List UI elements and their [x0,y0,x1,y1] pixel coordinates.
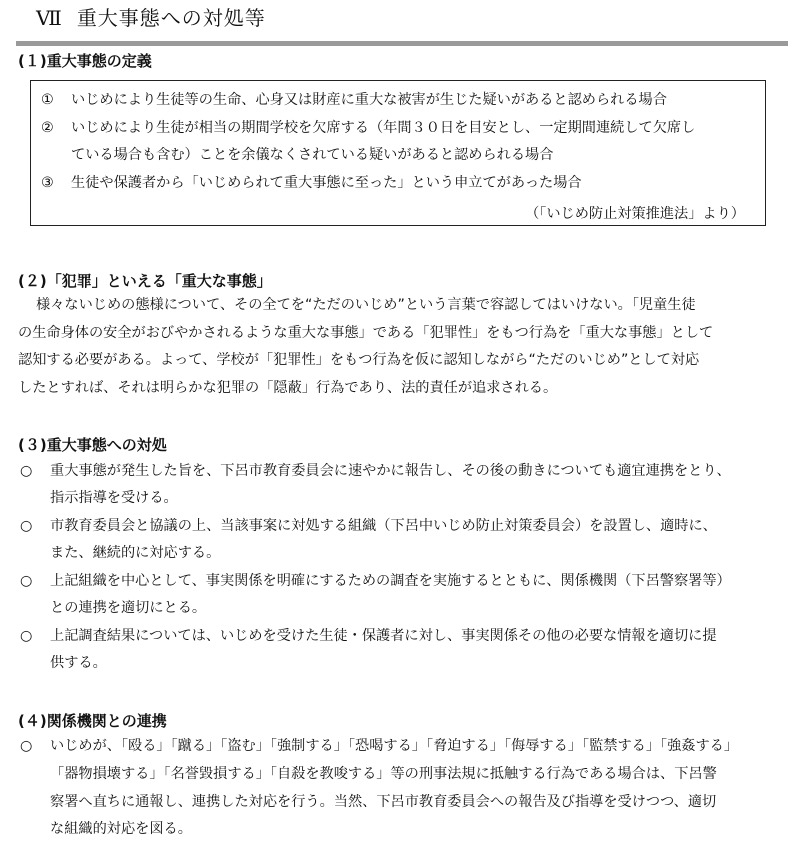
list-item [20,574,731,588]
list-item [20,464,731,478]
definition-item-2-cont: ている場合も含む）ことを余儀なくされている疑いがあると認められる場合 [71,147,554,163]
item-text: 生徒や保護者から「いじめられて重大事態に至った」という申立てがあった場合 [71,175,582,191]
section-title-definition: (１)重大事態の定義 [18,52,152,70]
chapter-heading [36,2,266,31]
bullet-icon: ○ [20,518,33,534]
list-item-cont: 供する。 [50,655,107,671]
item-mark: ① [41,92,54,108]
list-item [20,519,717,533]
list-item-cont: 「器物損壊する」「名誉毀損する」「自殺を教唆する」等の刑事法規に抵触する行為である場合は、下呂警 [50,766,717,782]
bullet-icon: ○ [20,628,33,644]
paragraph-line: したとすれば、それは明らかな犯罪の「隠蔽」行為であり、法的責任が追求される。 [18,380,558,396]
bullet-icon: ○ [20,738,33,754]
definition-item-2 [41,121,695,135]
item-text: 上記組織を中心として、事実関係を明確にするための調査を実施するとともに、関係機関（下呂警察署等） [50,573,731,589]
definition-item-3 [41,176,582,190]
list-item-cont: な組織的対応を図る。 [50,821,192,837]
section-title-crime: (２)「犯罪」といえる「重大な事態」 [18,272,272,290]
list-item [20,629,717,643]
item-text: 重大事態が発生した旨を、下呂市教育委員会に速やかに報告し、その後の動きについても適宜連携をとり、 [50,463,731,479]
item-text: 上記調査結果については、いじめを受けた生徒・保護者に対し、事実関係その他の必要な情報を適切に提 [50,628,717,644]
definition-item-1 [41,93,667,107]
chapter-title: 重大事態への対処等 [76,6,266,30]
item-mark: ③ [41,175,54,191]
bullet-icon: ○ [20,573,33,589]
paragraph-line: 様々ないじめの態様について、その全てを“ただのいじめ”という言葉で容認してはいけない。「児童生徒 [36,297,696,313]
item-mark: ② [41,120,54,136]
chapter-number: Ⅶ [36,6,63,30]
list-item [20,739,738,753]
item-text: いじめにより生徒が相当の期間学校を欠席する（年間３０日を目安とし、一定期間連続して欠席し [71,120,696,136]
list-item-cont: また、継続的に対応する。 [50,545,221,561]
item-text: 市教育委員会と協議の上、当該事案に対処する組織（下呂中いじめ防止対策委員会）を設置し、適時に、 [50,518,717,534]
heading-rule [16,41,788,46]
item-text: いじめが、「殴る」「蹴る」「盗む」「強制する」「恐喝する」「脅迫する」「侮辱する」「監禁する」「強姦する」 [50,738,739,754]
paragraph-line: 認知する必要がある。よって、学校が「犯罪性」をもつ行為を仮に認知しながら“ただのいじめ”として対応 [18,352,700,368]
item-text: いじめにより生徒等の生命、心身又は財産に重大な被害が生じた疑いがあると認められる場合 [71,92,667,108]
source-citation: （「いじめ防止対策推進法」より） [525,206,745,222]
list-item-cont: との連携を適切にとる。 [50,600,207,616]
section-title-agencies: (４)関係機関との連携 [18,712,167,730]
bullet-icon: ○ [20,463,33,479]
list-item-cont: 指示指導を受ける。 [50,490,178,506]
paragraph-line: の生命身体の安全がおびやかされるような重大な事態」である「犯罪性」をもつ行為を「重大な事態」として [18,325,714,341]
list-item-cont: 察署へ直ちに通報し、連携した対応を行う。当然、下呂市教育委員会への報告及び指導を受けつつ、適切 [50,794,717,810]
definition-box [30,80,766,226]
section-title-response: (３)重大事態への対処 [18,436,167,454]
